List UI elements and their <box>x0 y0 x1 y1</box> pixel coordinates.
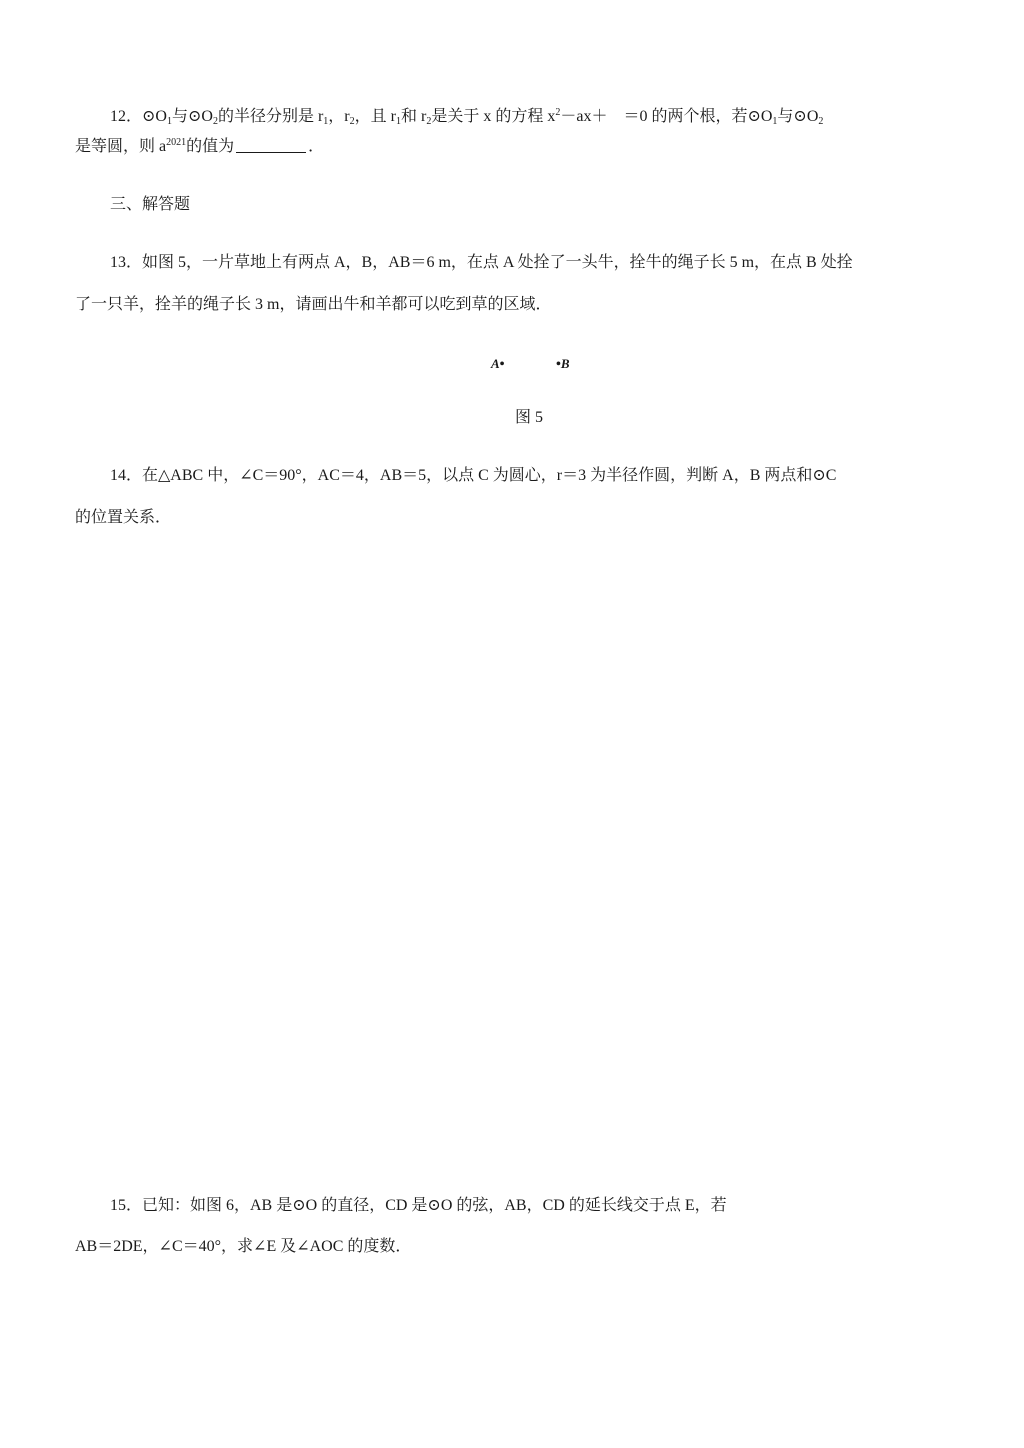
q12-text: 与⊙O <box>171 108 213 125</box>
q12-sub: 1 <box>323 116 329 127</box>
q12-sub: 1 <box>395 116 401 127</box>
q12-sub: 2 <box>349 116 355 127</box>
q12-sup: 2 <box>555 107 561 118</box>
q12-sub: 2 <box>818 116 824 127</box>
q12-sup: 2021 <box>166 137 187 148</box>
section-title: 三、解答题 <box>110 196 191 213</box>
q12-sub: 2 <box>426 116 432 127</box>
q12-text: 是关于 x 的方程 x <box>431 108 556 125</box>
q13-line2: 了一只羊，拴羊的绳子长 3 m，请画出牛和羊都可以吃到草的区域． <box>75 296 552 313</box>
point-b-dot: • <box>556 357 561 372</box>
point-a-dot: • <box>499 357 505 372</box>
q12-text: ，且 r <box>354 108 396 125</box>
q12-text: 和 r <box>400 108 427 125</box>
q14-line2: 的位置关系． <box>75 509 172 526</box>
point-b <box>556 354 570 375</box>
q15-line2: AB＝2DE，∠C＝40°，求∠E 及∠AOC 的度数． <box>75 1238 412 1255</box>
q12-text: －ax＋ ＝0 的两个根，若⊙O <box>560 108 773 125</box>
point-b-label: B <box>560 356 570 371</box>
q12-text: ⊙O <box>142 108 167 125</box>
q12-text: 的值为 <box>186 138 235 155</box>
q12-sub: 2 <box>212 116 218 127</box>
q13-line1: 13．如图 5，一片草地上有两点 A，B，AB＝6 m，在点 A 处拴了一头牛，拴牛的绳子长 5 m，在点 B 处拴 <box>110 254 853 271</box>
q12-number: 12． <box>110 108 143 125</box>
q12-text: 的半径分别是 r <box>217 108 324 125</box>
answer-blank[interactable] <box>236 138 306 153</box>
q12-text: ． <box>308 138 325 155</box>
q12-sub: 1 <box>166 116 172 127</box>
figure-caption: 图 5 <box>515 409 544 426</box>
q12-text: ，r <box>328 108 350 125</box>
q12-line2 <box>75 137 324 157</box>
q14-line1: 14．在△ABC 中，∠C＝90°，AC＝4，AB＝5，以点 C 为圆心，r＝3 为半径作圆，判断 A，B 两点和⊙C <box>110 467 837 484</box>
q12-text: 与⊙O <box>777 108 819 125</box>
q12-sub: 1 <box>772 116 778 127</box>
q12-line1 <box>110 107 823 127</box>
q12-text: 是等圆，则 a <box>75 138 167 155</box>
q15-line1: 15．已知：如图 6，AB 是⊙O 的直径，CD 是⊙O 的弦，AB，CD 的延长线交于点 E，若 <box>110 1197 727 1214</box>
point-a-label: A <box>491 356 500 371</box>
point-a <box>491 354 505 375</box>
